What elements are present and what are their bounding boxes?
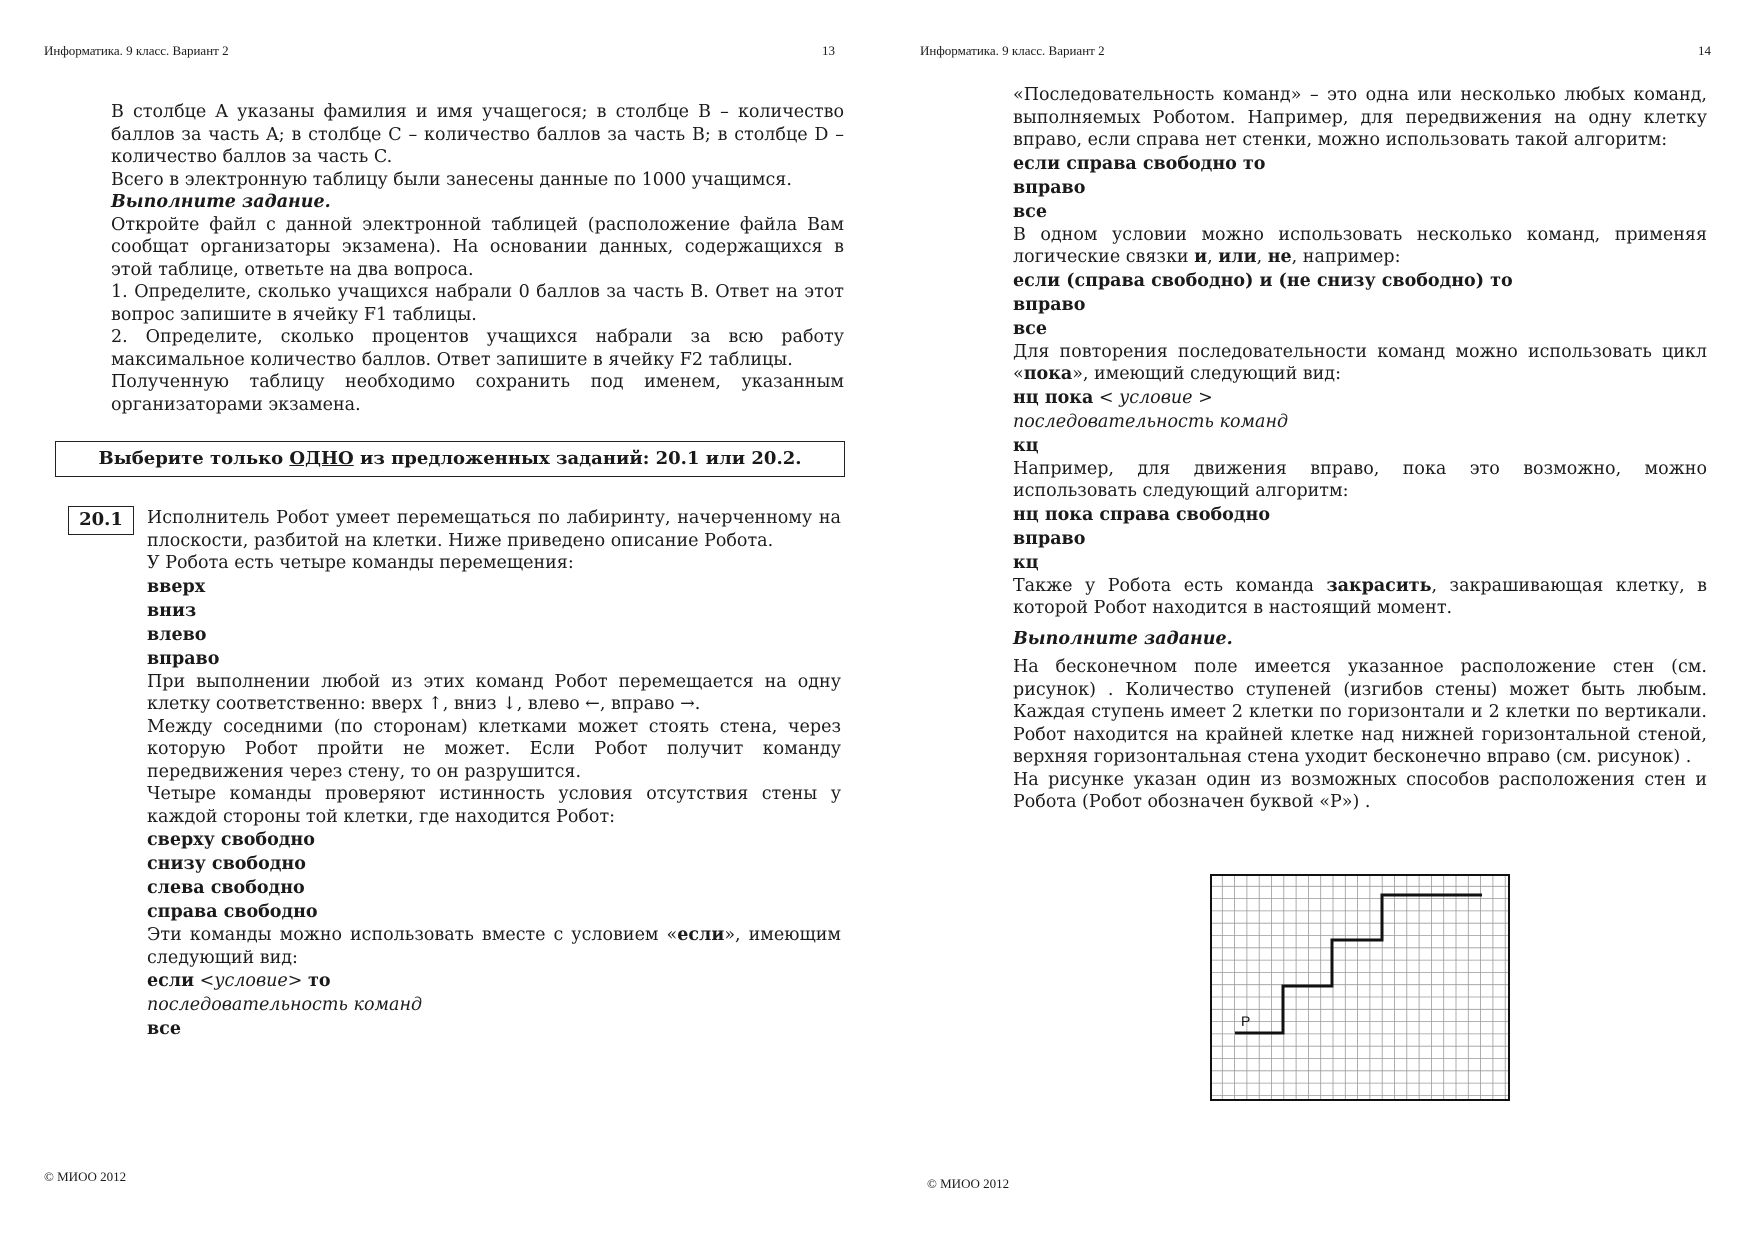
if-sequence: последовательность команд	[147, 995, 423, 1015]
paint-description	[1013, 575, 1707, 620]
logic-or: или	[1218, 247, 1257, 267]
right-footer: © МИОО 2012	[927, 1176, 1010, 1191]
field-description: На бесконечном поле имеется указанное расположение стен (см. рисунок) . Количество ступеней (изгибов стены) может быть любым. Каждая ступень имеет 2 клетки по горизонтали и 2 клетки по вертикали. Робот находится на крайней клетке над нижней горизонтальной стеной, верхняя горизонтальная стена уходит бесконечно вправо (см. рисунок) .	[1013, 657, 1707, 767]
cmd-down: вниз	[147, 600, 197, 621]
choose-underlined: ОДНО	[289, 448, 354, 469]
task-question-2: 2. Определите, сколько процентов учащихся набрали за всю работу максимальное количество баллов. Ответ запишите в ячейку F2 таблицы.	[111, 327, 844, 370]
staircase-wall	[1235, 895, 1482, 1033]
check-description: Четыре команды проверяют истинность условия отсутствия стены у каждой стороны той клетки, где находится Робот:	[147, 784, 841, 827]
right-header-title: Информатика. 9 класс. Вариант 2	[920, 43, 1105, 58]
cmd-right: вправо	[147, 648, 220, 669]
loop-description	[1013, 341, 1707, 386]
robot-intro: Исполнитель Робот умеет перемещаться по лабиринту, начерченному на плоскости, разбитой на клетки. Ниже приведено описание Робота.	[147, 508, 841, 551]
ex2-line1: если (справа свободно) и (не снизу свободно) то	[1013, 270, 1513, 291]
logic-not: не	[1267, 247, 1292, 267]
ex3-line3: кц	[1013, 552, 1039, 573]
cmd-up: вверх	[147, 576, 206, 597]
loop-keyword: нц пока	[1013, 387, 1094, 408]
logic-sep2: ,	[1256, 247, 1268, 267]
robot-description	[147, 507, 841, 1041]
if-desc-before: Эти команды можно использовать вместе с условием «	[147, 925, 678, 945]
right-page-number: 14	[1698, 43, 1711, 58]
right-task-heading: Выполните задание.	[1013, 628, 1233, 649]
if-desc-bold: если	[677, 925, 725, 945]
logic-description	[1013, 224, 1707, 269]
paint-bold: закрасить	[1326, 575, 1432, 596]
loop-end: кц	[1013, 435, 1039, 456]
loop-sequence: последовательность команд	[1013, 411, 1289, 432]
cond-top: сверху свободно	[147, 830, 315, 850]
logic-after: , например:	[1291, 247, 1401, 267]
then-keyword: то	[308, 971, 331, 991]
left-page-number: 13	[822, 43, 835, 58]
cmd-left: влево	[147, 624, 207, 645]
task-save: Полученную таблицу необходимо сохранить под именем, указанным организаторами экзамена.	[111, 372, 844, 415]
if-syntax	[147, 969, 841, 993]
if-end: все	[147, 1019, 181, 1039]
choose-before: Выберите только	[98, 448, 290, 469]
loop-condition: < условие >	[1093, 387, 1213, 408]
move-description: При выполнении любой из этих команд Робот перемещается на одну клетку соответственно: вверх ↑, вниз ↓, влево ←, вправо →.	[147, 671, 841, 714]
task-open-file: Откройте файл с данной электронной таблицей (расположение файла Вам сообщат организаторы экзамена). На основании данных, содержащихся в этой таблице, ответьте на два вопроса.	[111, 214, 844, 280]
right-text	[1013, 84, 1707, 814]
robot-field-figure	[1210, 874, 1510, 1101]
logic-and: и	[1194, 247, 1208, 267]
loop-before: Для повторения последовательности команд можно использовать цикл «	[1013, 341, 1707, 384]
logic-sep1: ,	[1207, 247, 1219, 267]
ex1-line2: вправо	[1013, 177, 1086, 198]
if-condition: <условие>	[194, 971, 309, 991]
commands-intro: У Робота есть четыре команды перемещения:	[147, 553, 574, 573]
left-header-title: Информатика. 9 класс. Вариант 2	[44, 43, 229, 58]
loop-example-description: Например, для движения вправо, пока это возможно, можно использовать следующий алгоритм:	[1013, 458, 1707, 501]
ex2-line3: все	[1013, 318, 1047, 339]
ex1-line1: если справа свободно то	[1013, 153, 1266, 174]
task-question-1: 1. Определите, сколько учащихся набрали 0 баллов за часть B. Ответ на этот вопрос запишите в ячейку F1 таблицы.	[111, 282, 844, 325]
grid-lines	[1211, 875, 1509, 1100]
figure-description: На рисунке указан один из возможных способов расположения стен и Робота (Робот обозначен буквой «Р») .	[1013, 769, 1707, 812]
cond-bottom: снизу свободно	[147, 854, 306, 874]
ex1-line3: все	[1013, 201, 1047, 222]
robot-marker: P	[1241, 1013, 1251, 1029]
intro-count: Всего в электронную таблицу были занесены данные по 1000 учащимся.	[111, 169, 792, 190]
choose-one-box	[55, 441, 845, 477]
loop-bold: пока	[1023, 364, 1073, 384]
logic-before: В одном условии можно использовать несколько команд, применяя логические связки	[1013, 224, 1707, 267]
if-keyword: если	[147, 971, 195, 991]
wall-description: Между соседними (по сторонам) клетками может стоять стена, через которую Робот пройти не может. Если Робот получит команду передвижения через стену, то он разрушится.	[147, 716, 841, 782]
if-desc-after: », имеющим следующий вид:	[147, 925, 842, 968]
left-task-heading: Выполните задание.	[111, 192, 331, 212]
loop-syntax	[1013, 386, 1707, 410]
ex2-line2: вправо	[1013, 294, 1086, 315]
ex3-line2: вправо	[1013, 528, 1086, 549]
loop-after: », имеющий следующий вид:	[1072, 364, 1341, 384]
if-description	[147, 924, 841, 969]
cond-right: справа свободно	[147, 902, 318, 922]
choose-after: из предложенных заданий: 20.1 или 20.2.	[353, 448, 802, 469]
cond-left: слева свободно	[147, 878, 305, 898]
seq-description: «Последовательность команд» – это одна или несколько любых команд, выполняемых Роботом. Например, для передвижения на одну клетку вправо, если справа нет стенки, можно использовать такой алгоритм:	[1013, 85, 1707, 150]
ex3-line1: нц пока справа свободно	[1013, 504, 1270, 525]
intro-columns: В столбце A указаны фамилия и имя учащегося; в столбце B – количество баллов за часть A; в столбце C – количество баллов за часть B; в столбце D – количество баллов за часть C.	[111, 102, 844, 167]
left-intro	[111, 101, 844, 416]
paint-before: Также у Робота есть команда	[1013, 575, 1327, 596]
left-footer: © МИОО 2012	[44, 1169, 127, 1184]
task-number-box: 20.1	[68, 506, 134, 535]
paint-after: , закрашивающая клетку, в которой Робот находится в настоящий момент.	[1013, 575, 1707, 618]
field-border	[1211, 875, 1509, 1100]
